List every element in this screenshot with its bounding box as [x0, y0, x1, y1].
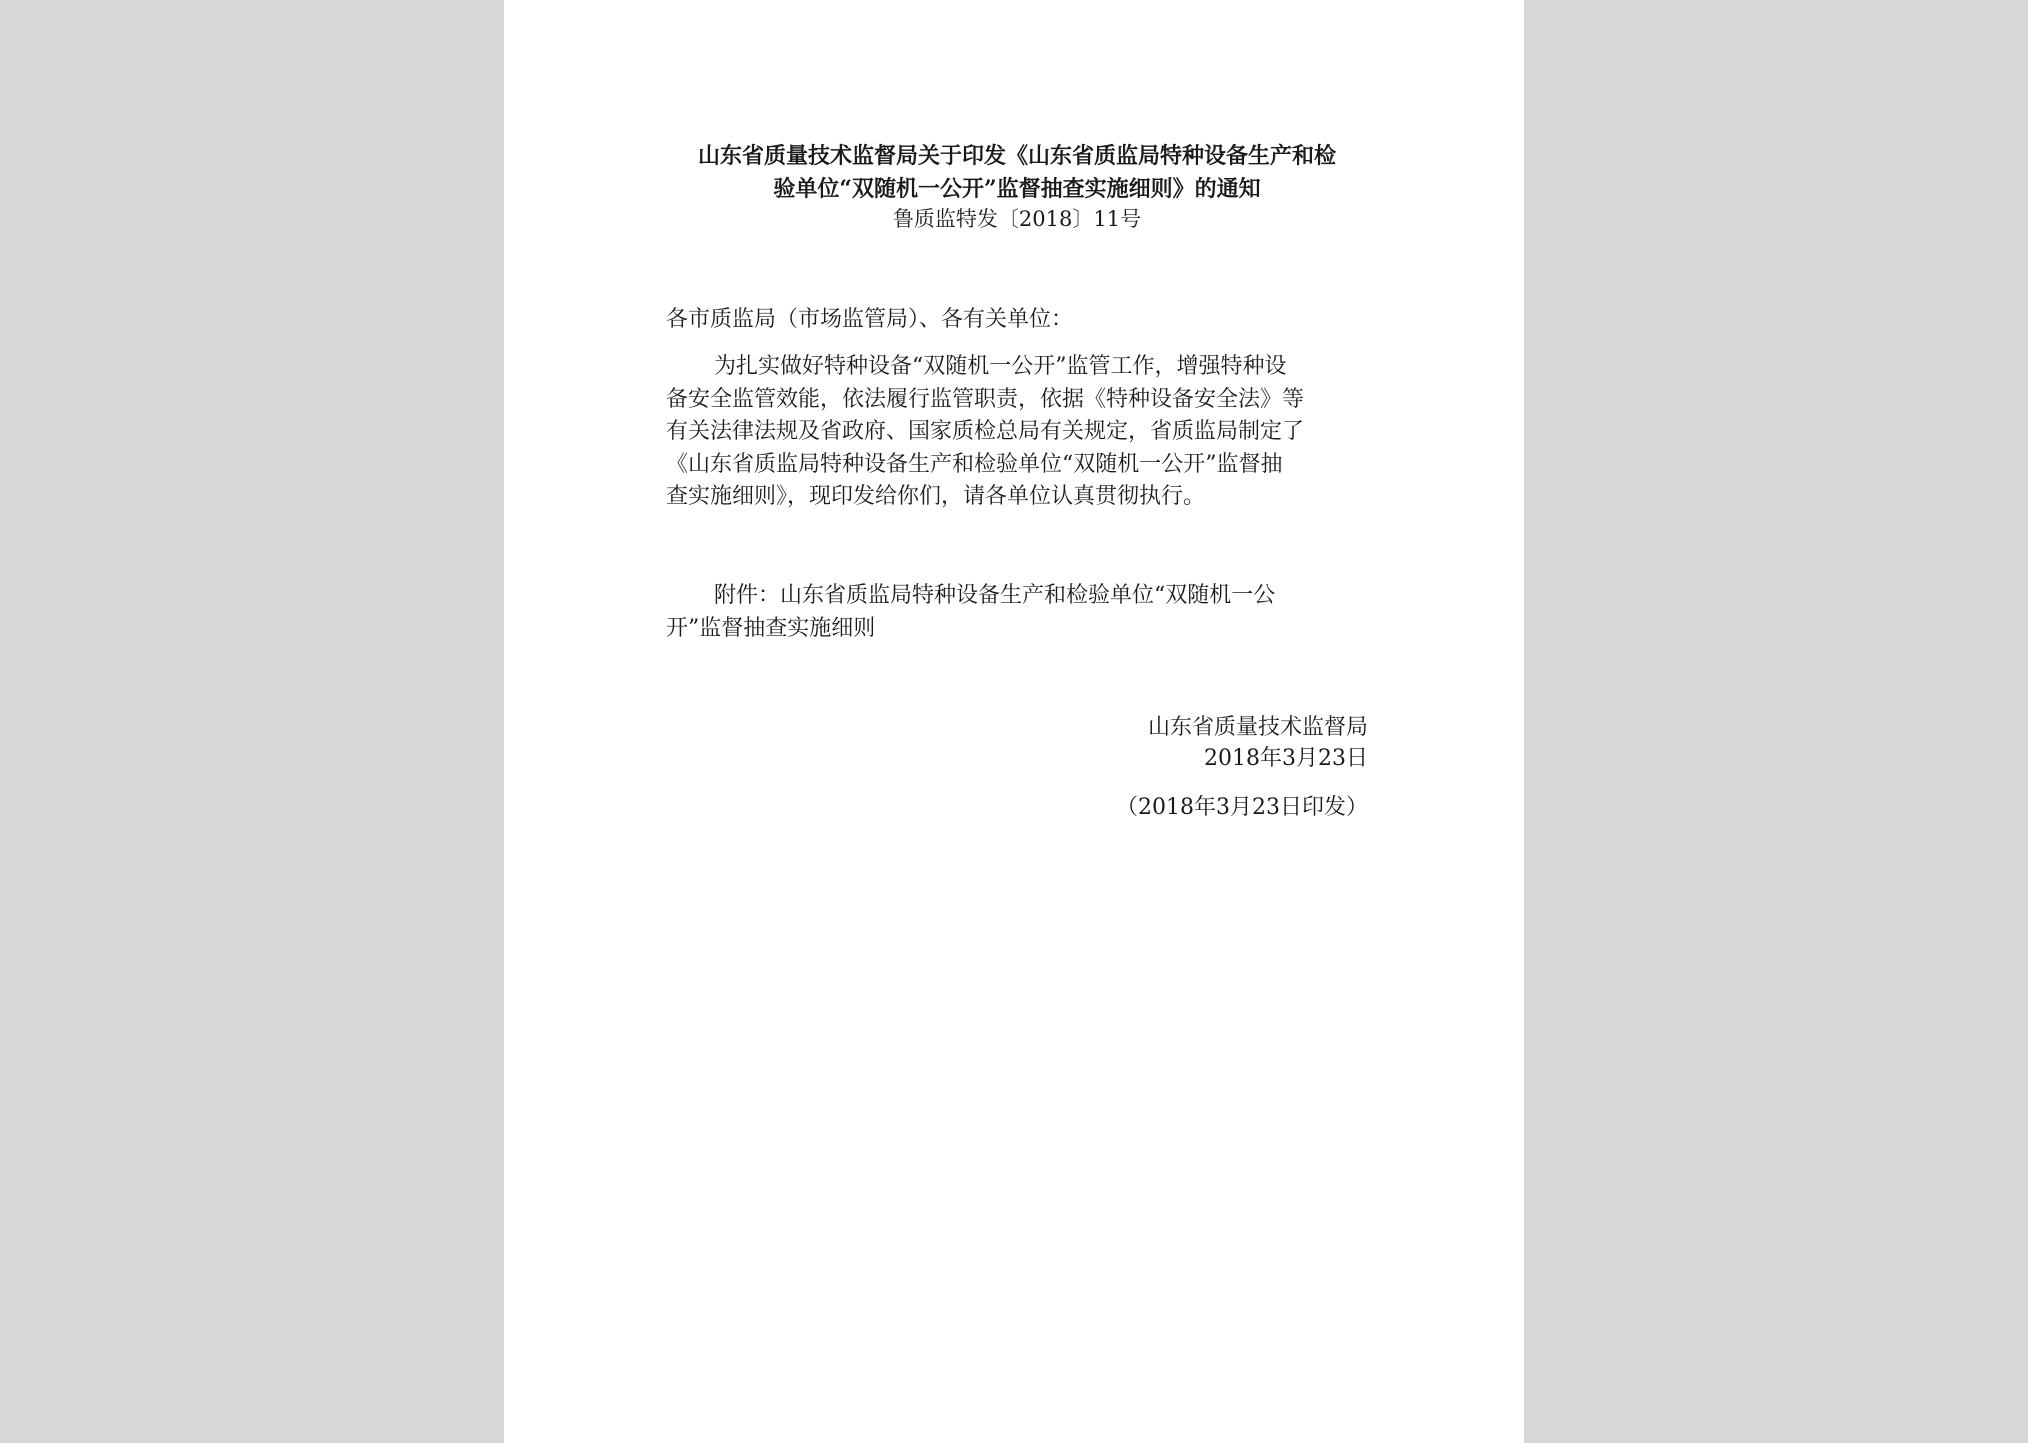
attachment-line-2: 开”监督抽查实施细则 [666, 615, 876, 641]
body-line-5: 查实施细则》，现印发给你们，请各单位认真贯彻执行。 [666, 484, 1206, 509]
body-paragraph [666, 351, 1368, 514]
title-line-1: 山东省质量技术监督局关于印发《山东省质监局特种设备生产和检 [697, 143, 1336, 169]
attachment-note [666, 580, 1368, 645]
printed-note: （2018年3月23日印发） [1116, 795, 1368, 820]
body-line-3: 有关法律法规及省政府、国家质检总局有关规定，省质监局制定了 [666, 419, 1305, 444]
title-line-2: 验单位“双随机一公开”监督抽查实施细则》的通知 [773, 176, 1261, 202]
salutation: 各市质监局（市场监管局）、各有关单位： [666, 307, 1074, 332]
attachment-line-1: 附件：山东省质监局特种设备生产和检验单位“双随机一公 [714, 583, 1276, 608]
body-line-2: 备安全监管效能，依法履行监管职责，依据《特种设备安全法》等 [666, 386, 1305, 412]
document-number: 鲁质监特发〔2018〕11号 [892, 207, 1142, 231]
body-line-4: 《山东省质监局特种设备生产和检验单位“双随机一公开”监督抽 [666, 451, 1283, 477]
document-title [666, 140, 1368, 206]
signature-org: 山东省质量技术监督局 [1147, 715, 1368, 740]
body-line-1: 为扎实做好特种设备“双随机一公开”监管工作，增强特种设 [714, 354, 1287, 379]
signature-block [666, 712, 1368, 774]
signature-date: 2018年3月23日 [1204, 746, 1368, 771]
